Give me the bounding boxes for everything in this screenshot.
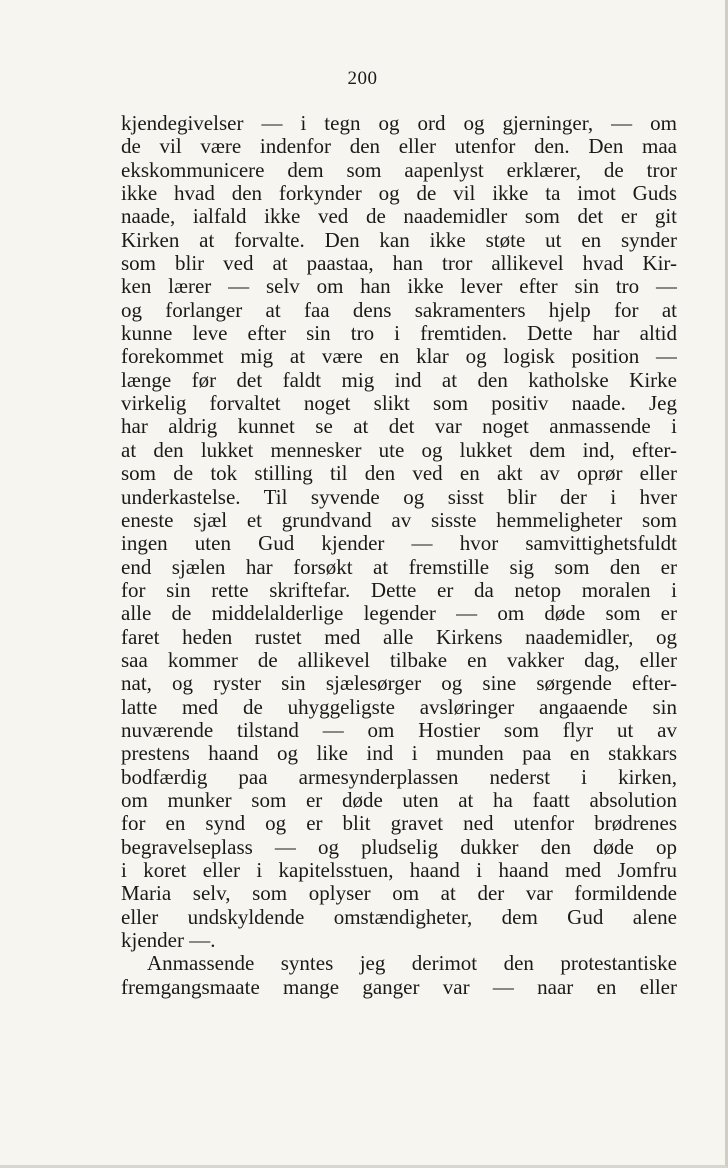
text-line: kjendegivelser — i tegn og ord og gjerninger, — om bbox=[121, 112, 677, 135]
text-line: om munker som er døde uten at ha faatt absolution bbox=[121, 788, 677, 812]
text-line: eller undskyldende omstændigheter, dem Gud alene bbox=[121, 905, 677, 929]
text-line: længe før det faldt mig ind at den katholske Kirke bbox=[121, 368, 677, 392]
text-line: virkelig forvaltet noget slikt som positiv naade. Jeg bbox=[121, 392, 677, 416]
text-line: Kirken at forvalte. Den kan ikke støte ut en synder bbox=[121, 228, 677, 252]
text-line: ekskommunicere dem som aapenlyst erklærer, de tror bbox=[121, 158, 677, 182]
text-line: forekommet mig at være en klar og logisk position — bbox=[121, 345, 677, 369]
text-line: har aldrig kunnet se at det var noget anmassende i bbox=[121, 415, 677, 439]
text-line: ikke hvad den forkynder og de vil ikke ta imot Guds bbox=[121, 182, 677, 206]
text-line: som de tok stilling til den ved en akt av oprør eller bbox=[121, 462, 677, 486]
text-line: fremgangsmaate mange ganger var — naar en eller bbox=[121, 975, 677, 999]
text-line: nuværende tilstand — om Hostier som flyr ut av bbox=[121, 718, 677, 742]
page-number: 200 bbox=[347, 68, 378, 89]
text-line: eneste sjæl et grundvand av sisste hemmeligheter som bbox=[121, 508, 677, 532]
text-line: for en synd og er blit gravet ned utenfor brødrenes bbox=[121, 812, 677, 836]
text-line: som blir ved at paastaa, han tror allikevel hvad Kir- bbox=[121, 252, 677, 276]
text-line: Anmassende syntes jeg derimot den protestantiske bbox=[147, 952, 677, 976]
text-line: Maria selv, som oplyser om at der var formildende bbox=[121, 882, 677, 906]
text-line: nat, og ryster sin sjælesørger og sine sørgende efter- bbox=[121, 672, 677, 696]
text-line: og forlanger at faa dens sakramenters hjelp for at bbox=[121, 298, 677, 322]
text-line: for sin rette skriftefar. Dette er da netop moralen i bbox=[121, 578, 677, 602]
text-line: naade, ialfald ikke ved de naademidler som det er git bbox=[121, 205, 677, 229]
text-line: ingen uten Gud kjender — hvor samvittighetsfuldt bbox=[121, 532, 677, 556]
text-line: bodfærdig paa armesynderplassen nederst i kirken, bbox=[121, 765, 677, 789]
text-line: faret heden rustet med alle Kirkens naademidler, og bbox=[121, 625, 677, 649]
text-line: alle de middelalderlige legender — om døde som er bbox=[121, 602, 677, 626]
text-line: begravelseplass — og pludselig dukker den døde op bbox=[121, 835, 677, 859]
text-line: kjender —. bbox=[121, 929, 216, 953]
text-line: saa kommer de allikevel tilbake en vakker dag, eller bbox=[121, 648, 677, 672]
text-line: kunne leve efter sin tro i fremtiden. Dette har altid bbox=[121, 322, 677, 346]
text-line: de vil være indenfor den eller utenfor den. Den maa bbox=[121, 135, 677, 159]
body-text bbox=[121, 112, 677, 999]
text-line: underkastelse. Til syvende og sisst blir der i hver bbox=[121, 485, 677, 509]
text-line: latte med de uhyggeligste avsløringer angaaende sin bbox=[121, 695, 677, 719]
text-line: at den lukket mennesker ute og lukket dem ind, efter- bbox=[121, 438, 677, 462]
text-line: end sjælen har forsøkt at fremstille sig som den er bbox=[121, 555, 677, 579]
text-line: prestens haand og like ind i munden paa en stakkars bbox=[121, 742, 677, 766]
text-line: ken lærer — selv om han ikke lever efter sin tro — bbox=[121, 275, 677, 299]
text-line: i koret eller i kapitelsstuen, haand i haand med Jomfru bbox=[121, 859, 677, 882]
